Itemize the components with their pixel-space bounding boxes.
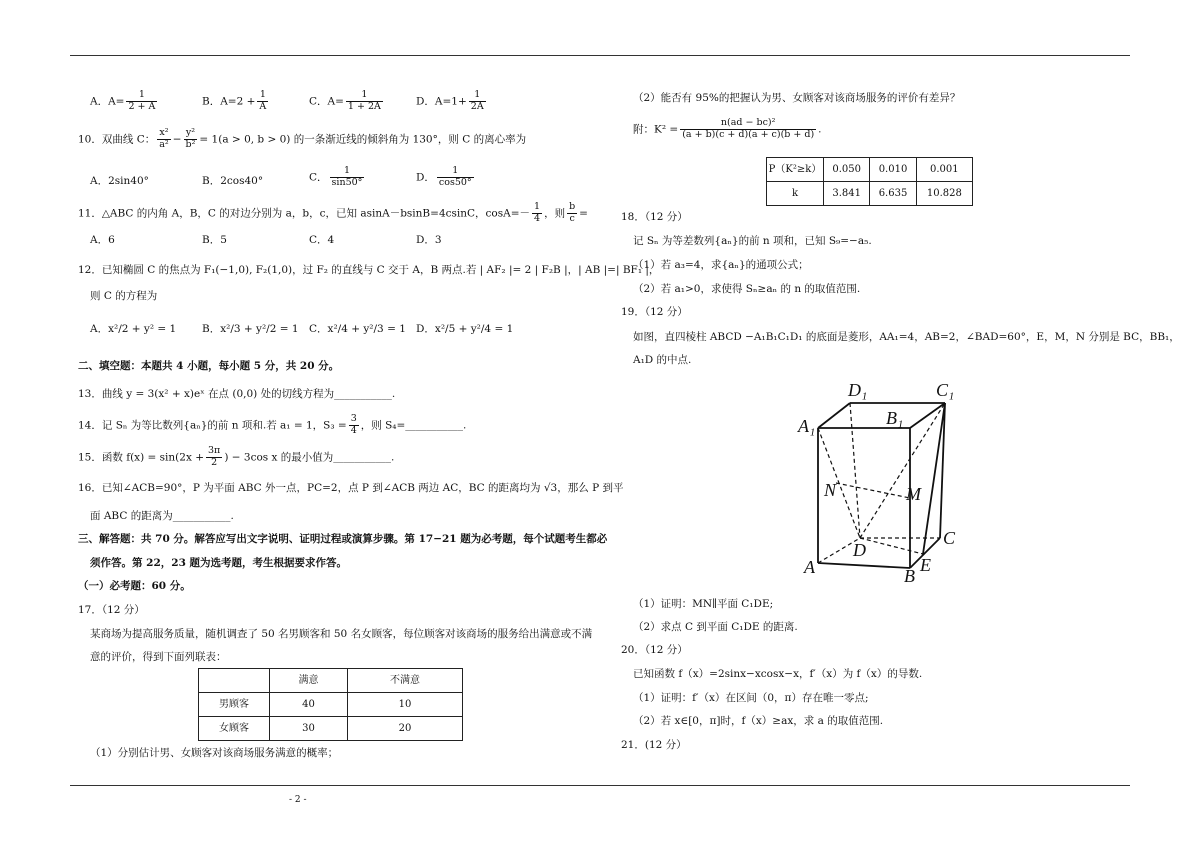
- q11-option-d: D．3: [416, 234, 442, 246]
- q12-option-a: A．x²/2 + y² = 1: [90, 323, 177, 335]
- table-cell: 女顾客: [199, 717, 270, 741]
- prism-figure: [790, 378, 970, 588]
- q9-option-b: B．A=2 + $\frac{1}{A}$: [202, 89, 267, 112]
- q17-sub-1: （1）分别估计男、女顾客对该商场服务满意的概率；: [90, 747, 339, 759]
- q16-line-2: 面 ABC 的距离为___________.: [90, 510, 234, 522]
- q18-heading: 18．（12 分）: [621, 211, 688, 223]
- q9-option-a: A．A= $\frac{1}{2 + A}$: [90, 89, 156, 112]
- top-rule: [70, 55, 1130, 56]
- table-cell: [199, 669, 270, 693]
- table-row: [199, 717, 463, 741]
- q11-stem: 11．△ABC 的内角 A，B，C 的对边分别为 a，b，c，已知 asinA－bsinB=4csinC，cosA=－ $\frac{1}{4}$ ，则 $\frac{b}{c}$ =: [78, 201, 588, 224]
- q10-option-c: C． $\frac{1}{\sin 50^\circ}$: [309, 165, 363, 188]
- table-cell: k: [767, 182, 824, 206]
- table-cell: 40: [270, 693, 348, 717]
- section-3-heading-2: 须作答。第 22，23 题为选考题，考生根据要求作答。: [90, 557, 348, 569]
- table-cell: 0.050: [824, 158, 870, 182]
- label-d: D: [853, 540, 866, 560]
- section-2-heading: 二、填空题：本题共 4 小题，每小题 5 分，共 20 分。: [78, 360, 340, 372]
- label-m: M: [906, 484, 921, 504]
- q13: 13．曲线 y = 3(x² + x)eˣ 在点 (0,0) 处的切线方程为___________.: [78, 388, 396, 400]
- q17-formula: 附：K² = $\frac{\text{n(ad − bc)²}}{(a + b)(c + d)(a + c)(b + d)}$ .: [633, 117, 822, 140]
- label-e: E: [920, 555, 931, 575]
- q20-sub-2: （2）若 x∈[0，π]时，f（x）≥ax，求 a 的取值范围.: [633, 715, 884, 727]
- table-cell: 不满意: [347, 669, 462, 693]
- table-cell: 0.001: [916, 158, 972, 182]
- q19-para-1: 如图，直四棱柱 ABCD −A₁B₁C₁D₁ 的底面是菱形，AA₁=4，AB=2，∠BAD=60°，E，M，N 分别是 BC，BB₁，: [633, 331, 1180, 343]
- table-cell: 男顾客: [199, 693, 270, 717]
- label-c: C: [943, 528, 956, 548]
- page-number: - 2 -: [289, 795, 307, 805]
- label-d1: D₁: [848, 380, 868, 400]
- table-row: [767, 158, 973, 182]
- table-cell: 20: [347, 717, 462, 741]
- q20-heading: 20．（12 分）: [621, 644, 688, 656]
- table-cell: 0.010: [870, 158, 916, 182]
- q19-sub-2: （2）求点 C 到平面 C₁DE 的距离.: [633, 621, 798, 633]
- label-n: N: [824, 480, 837, 500]
- table-cell: 10: [347, 693, 462, 717]
- q17-sub-2: （2）能否有 95%的把握认为男、女顾客对该商场服务的评价有差异？: [633, 92, 961, 104]
- table-row: [199, 669, 463, 693]
- label-c1: C₁: [936, 380, 955, 400]
- table-row: [767, 182, 973, 206]
- q19-para-2: A₁D 的中点.: [633, 354, 692, 366]
- q15: 15．函数 f(x) = sin(2x + $\frac{3\pi}{2}$ ) − 3cos x 的最小值为___________.: [78, 445, 395, 468]
- q10-option-b: B．2cos40°: [202, 175, 264, 187]
- q10-option-a: A．2sin40°: [90, 175, 149, 187]
- table-cell: 6.635: [870, 182, 916, 206]
- q10-stem: 10．双曲线 C： $\frac{\text{x²}}{\text{a²}}$ − $\frac{\text{y²}}{\text{b²}}$ = 1(a > 0, b > 0) 的一条渐近线的倾斜角为 130°，则 C 的离心率为: [78, 127, 527, 150]
- bottom-rule: [70, 785, 1130, 786]
- q17-para-2: 意的评价，得到下面列联表：: [90, 651, 227, 663]
- label-a: A: [804, 557, 815, 577]
- section-3-heading: 三、解答题：共 70 分。解答应写出文字说明、证明过程或演算步骤。第 17−21 题为必考题，每个试题考生都必: [78, 533, 608, 545]
- q17-k-table: [766, 157, 973, 206]
- table-cell: 满意: [270, 669, 348, 693]
- q18-sub-2: （2）若 a₁>0，求使得 Sₙ≥aₙ 的 n 的取值范围.: [633, 283, 861, 295]
- label-b1: B₁: [886, 408, 904, 428]
- table-row: [199, 693, 463, 717]
- q21-heading: 21．(12 分）: [621, 739, 687, 751]
- label-a1: A₁: [798, 416, 816, 436]
- q12-option-c: C．x²/4 + y²/3 = 1: [309, 323, 406, 335]
- q9-option-d: D．A=1+ $\frac{1}{2A}$: [416, 89, 484, 112]
- table-cell: 10.828: [916, 182, 972, 206]
- q19-heading: 19．（12 分）: [621, 306, 688, 318]
- q12-option-d: D．x²/5 + y²/4 = 1: [416, 323, 514, 335]
- q12-stem-2: 则 C 的方程为: [90, 290, 158, 302]
- q12-stem: 12．已知椭圆 C 的焦点为 F₁(−1,0), F₂(1,0)，过 F₂ 的直线与 C 交于 A，B 两点.若 | AF₂ |= 2 | F₂B |，| AB |=| BF₁ |，: [78, 264, 660, 276]
- q18-para: 记 Sₙ 为等差数列{aₙ}的前 n 项和，已知 S₉=−a₅.: [633, 235, 872, 247]
- q11-option-b: B．5: [202, 234, 227, 246]
- q11-option-a: A．6: [90, 234, 115, 246]
- q20-sub-1: （1）证明：f′（x）在区间（0，π）存在唯一零点;: [633, 692, 869, 704]
- q19-sub-1: （1）证明：MN∥平面 C₁DE;: [633, 598, 774, 610]
- q9-option-c: C．A= $\frac{1}{1 + 2A}$: [309, 89, 381, 112]
- table-cell: 3.841: [824, 182, 870, 206]
- q17-para-1: 某商场为提高服务质量，随机调查了 50 名男顾客和 50 名女顾客，每位顾客对该商场的服务给出满意或不满: [90, 628, 593, 640]
- q18-sub-1: （1）若 a₃=4，求{aₙ}的通项公式；: [633, 259, 809, 271]
- table-cell: 30: [270, 717, 348, 741]
- q14: 14．记 Sₙ 为等比数列{aₙ}的前 n 项和.若 a₁ = 1，S₃ = $\frac{3}{4}$ ，则 S₄=___________.: [78, 413, 467, 436]
- section-3-required: （一）必考题：60 分。: [78, 580, 191, 592]
- q20-para: 已知函数 f（x）=2sinx−xcosx−x，f′（x）为 f（x）的导数.: [633, 668, 923, 680]
- q17-heading: 17．（12 分）: [78, 604, 145, 616]
- q12-option-b: B．x²/3 + y²/2 = 1: [202, 323, 299, 335]
- table-cell: P（K²≥k）: [767, 158, 824, 182]
- q16-line-1: 16．已知∠ACB=90°，P 为平面 ABC 外一点，PC=2，点 P 到∠ACB 两边 AC，BC 的距离均为 √3，那么 P 到平: [78, 482, 624, 494]
- q11-option-c: C．4: [309, 234, 335, 246]
- q10-option-d: D． $\frac{1}{\cos 50^\circ}$: [416, 165, 472, 188]
- label-b: B: [904, 566, 915, 586]
- q17-contingency-table: [198, 668, 463, 741]
